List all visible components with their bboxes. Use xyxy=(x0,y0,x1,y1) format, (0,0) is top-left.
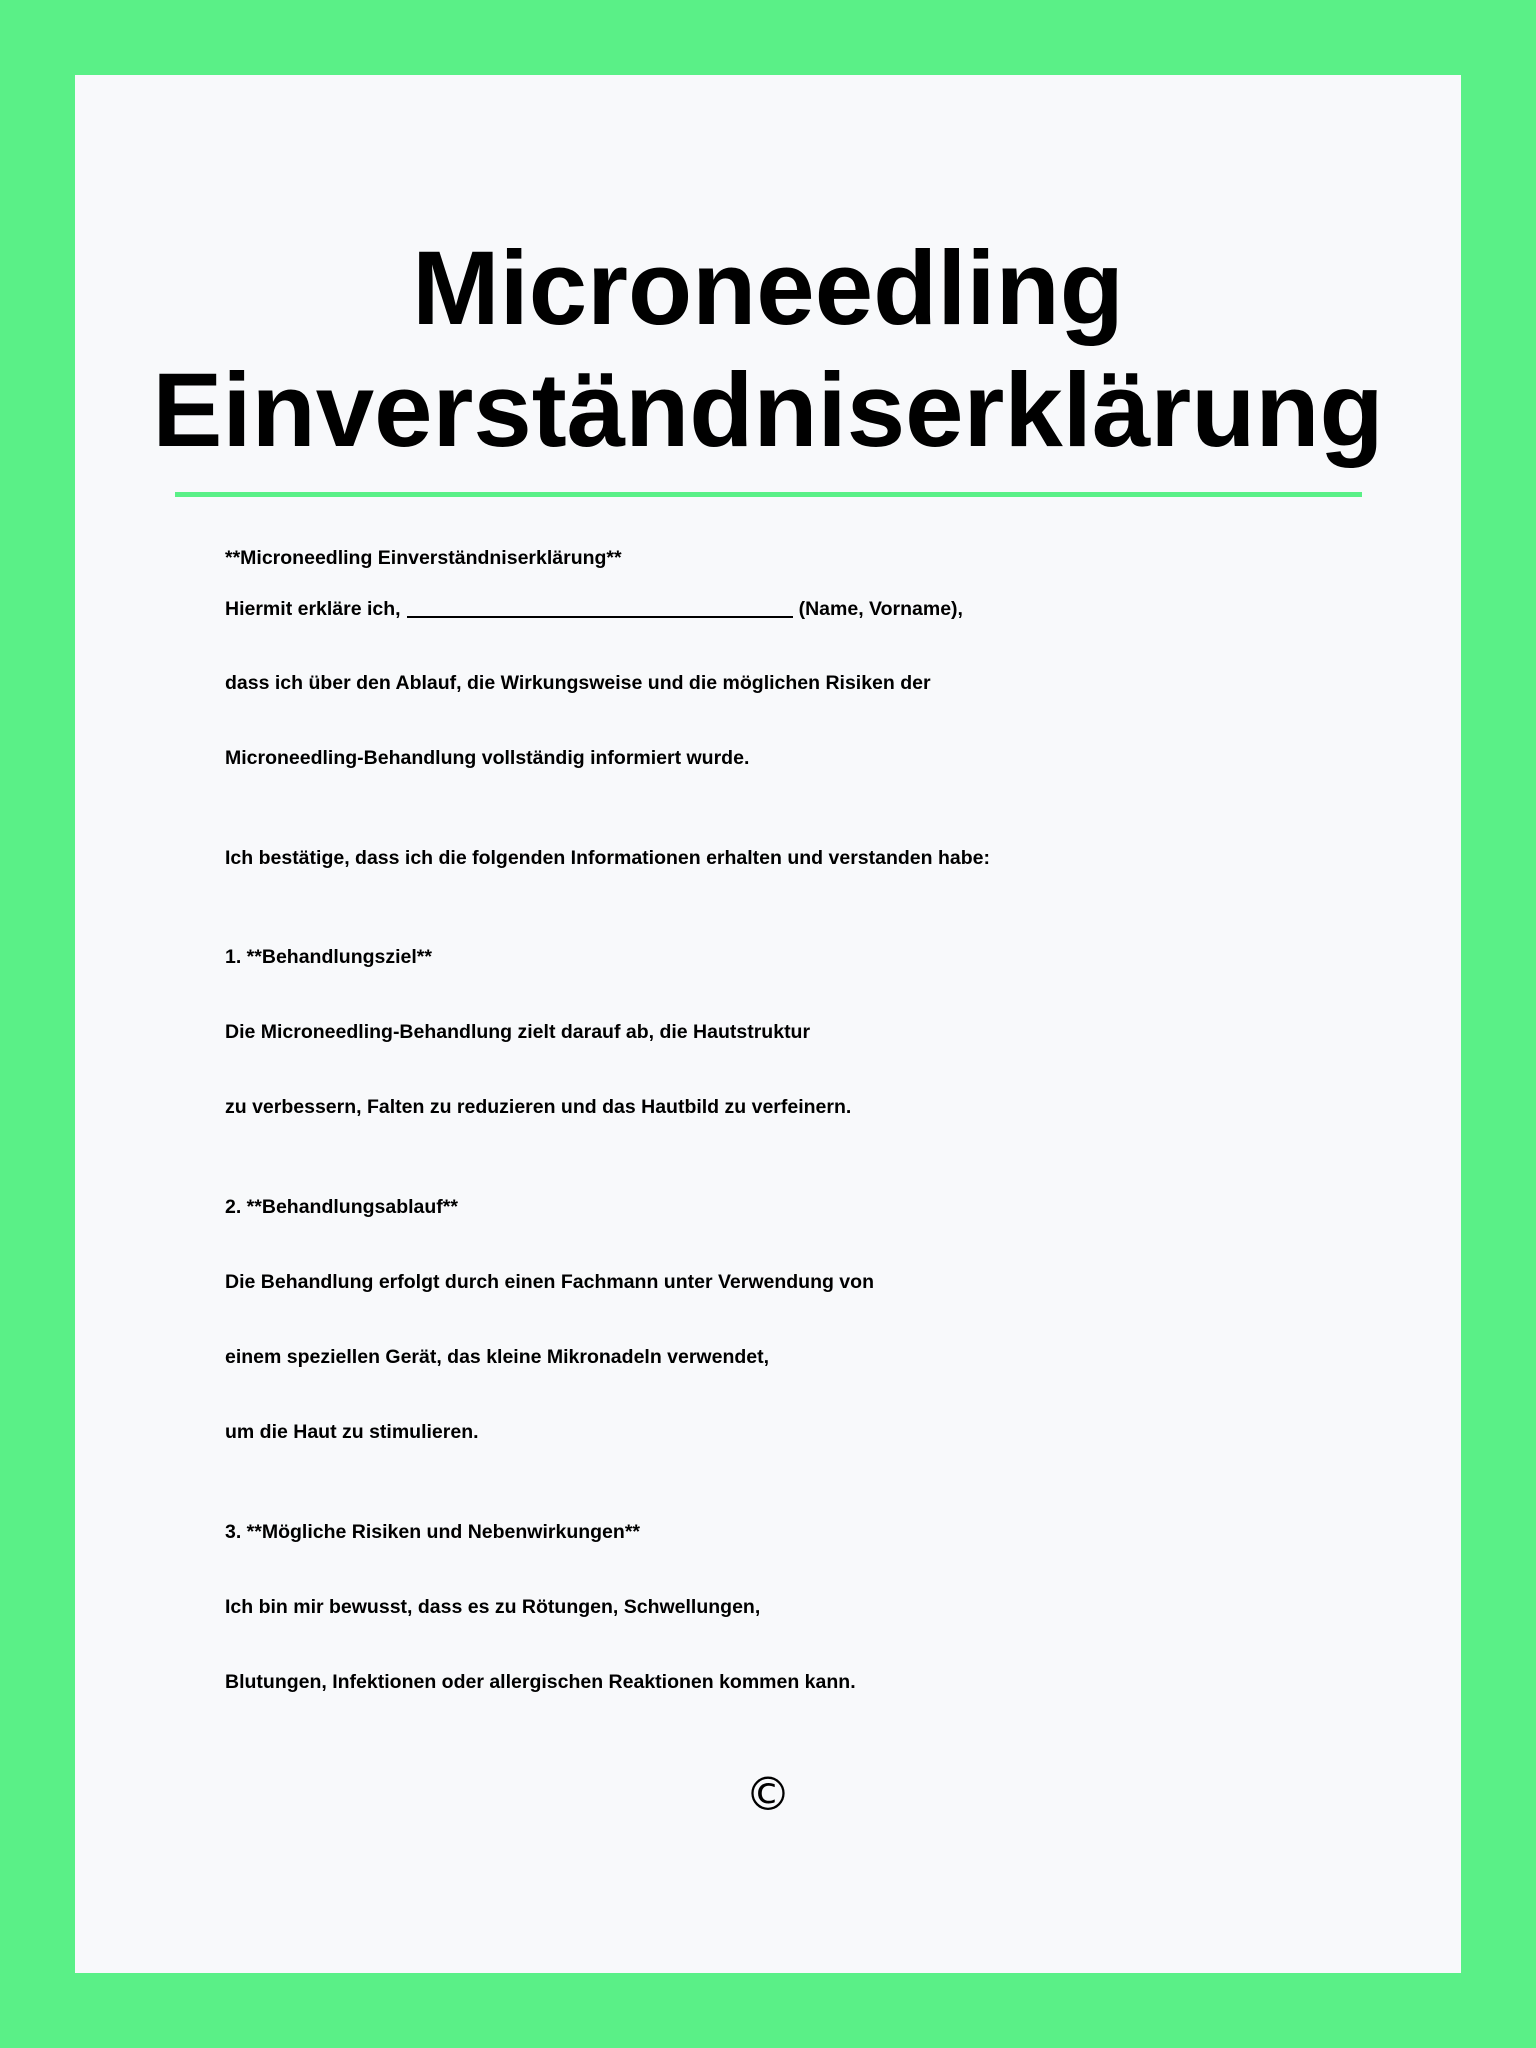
title-line-2: Einverständniserklärung xyxy=(152,352,1384,469)
section-line: um die Haut zu stimulieren. xyxy=(225,1421,479,1443)
section-line: einem speziellen Gerät, das kleine Mikronadeln verwendet, xyxy=(225,1346,770,1368)
section-line: Die Behandlung erfolgt durch einen Fachmann unter Verwendung von xyxy=(225,1271,874,1293)
declaration-line-3: Microneedling-Behandlung vollständig informiert wurde. xyxy=(225,747,750,769)
copyright-symbol: © xyxy=(745,1767,791,1821)
name-blank-field[interactable] xyxy=(407,596,793,618)
document-heading: **Microneedling Einverständniserklärung** xyxy=(225,547,622,569)
section-line: zu verbessern, Falten zu reduzieren und das Hautbild zu verfeinern. xyxy=(225,1096,852,1118)
section-heading: 1. **Behandlungsziel** xyxy=(225,946,432,968)
section-line: Die Microneedling-Behandlung zielt darauf ab, die Hautstruktur xyxy=(225,1021,811,1043)
title-divider xyxy=(175,492,1362,497)
section-line: Ich bin mir bewusst, dass es zu Rötungen, Schwellungen, xyxy=(225,1596,761,1618)
declaration-suffix: (Name, Vorname), xyxy=(798,598,963,620)
section-heading: 2. **Behandlungsablauf** xyxy=(225,1196,458,1218)
confirmation-line: Ich bestätige, dass ich die folgenden Informationen erhalten und verstanden habe: xyxy=(225,847,990,869)
declaration-line xyxy=(225,596,963,621)
document-page xyxy=(75,75,1461,1973)
declaration-line-2: dass ich über den Ablauf, die Wirkungsweise und die möglichen Risiken der xyxy=(225,672,931,694)
section-heading: 3. **Mögliche Risiken und Nebenwirkungen** xyxy=(225,1521,640,1543)
title-line-1: Microneedling xyxy=(412,230,1124,347)
section-line: Blutungen, Infektionen oder allergischen Reaktionen kommen kann. xyxy=(225,1671,856,1693)
declaration-prefix: Hiermit erkläre ich, xyxy=(225,598,401,620)
